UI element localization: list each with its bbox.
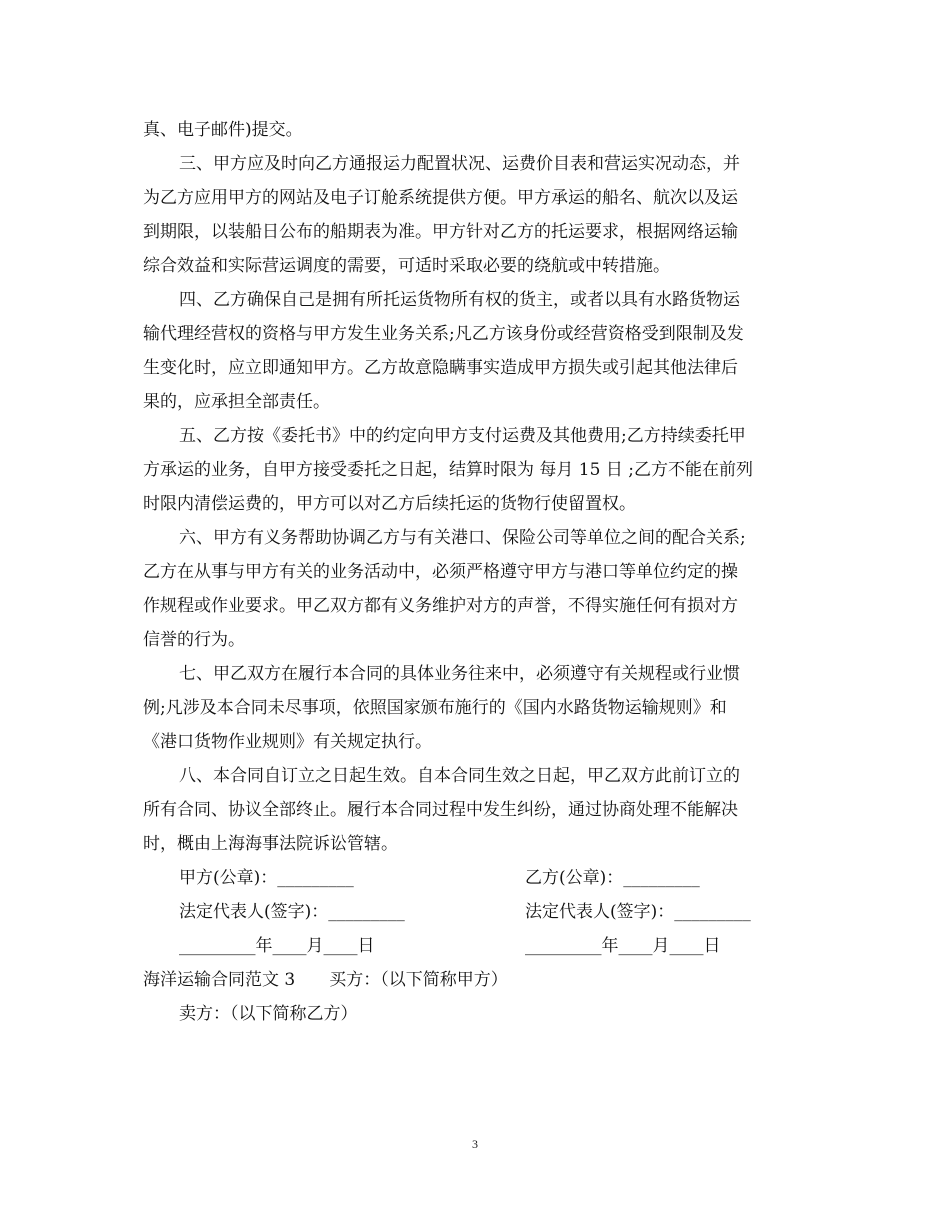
section-heading-line: 海洋运输合同范文 3 买方：（以下简称甲方） — [143, 970, 508, 990]
next-contract-heading — [143, 963, 808, 997]
text-line: 果的，应承担全部责任。 — [143, 392, 330, 412]
text-line: 六、甲方有义务帮助协调乙方与有关港口、保险公司等单位之间的配合关系; — [179, 528, 746, 548]
text-line: 为乙方应用甲方的网站及电子订舱系统提供方便。甲方承运的船名、航次以及运 — [143, 188, 738, 208]
party-a-seal-field: 甲方(公章)：_________ — [179, 868, 354, 888]
text-line: 信誉的行为。 — [143, 630, 245, 650]
party-b-date-field: _________年____月____日 — [525, 936, 721, 956]
party-b-seal-field: 乙方(公章)：_________ — [525, 868, 700, 888]
text-line: 八、本合同自订立之日起生效。自本合同生效之日起，甲乙双方此前订立的 — [179, 766, 740, 786]
clause-5 — [143, 419, 808, 521]
text-line: 乙方在从事与甲方有关的业务活动中，必须严格遵守甲方与港口等单位约定的操 — [143, 562, 738, 582]
clause-4 — [143, 283, 808, 419]
clause-7 — [143, 657, 808, 759]
party-a-date-field: _________年____月____日 — [179, 936, 375, 956]
clause-8 — [143, 759, 808, 861]
seller-line — [143, 997, 808, 1031]
seal-row — [143, 861, 808, 895]
page-number: 3 — [472, 1137, 478, 1151]
text-line: 综合效益和实际营运调度的需要，可适时采取必要的绕航或中转措施。 — [143, 256, 670, 276]
text-line: 真、电子邮件)提交。 — [143, 120, 303, 140]
date-row — [143, 929, 808, 963]
clause-3 — [143, 147, 808, 283]
document-body — [143, 113, 808, 1031]
text-line: 时，概由上海海事法院诉讼管辖。 — [143, 834, 398, 854]
clause-6 — [143, 521, 808, 657]
text-line: 三、甲方应及时向乙方通报运力配置状况、运费价目表和营运实况动态，并 — [179, 154, 740, 174]
paragraph-continuation — [143, 113, 808, 147]
text-line: 四、乙方确保自己是拥有所托运货物所有权的货主，或者以具有水路货物运 — [179, 290, 740, 310]
text-line: 输代理经营权的资格与甲方发生业务关系;凡乙方该身份或经营资格受到限制及发 — [143, 324, 744, 344]
signature-block — [143, 861, 808, 963]
party-b-representative-field: 法定代表人(签字)：_________ — [525, 902, 751, 922]
text-line: 方承运的业务，自甲方接受委托之日起，结算时限为 每月 15 日 ;乙方不能在前列 — [143, 460, 753, 480]
party-a-representative-field: 法定代表人(签字)：_________ — [179, 902, 405, 922]
text-line: 到期限，以装船日公布的船期表为准。甲方针对乙方的托运要求，根据网络运输 — [143, 222, 738, 242]
text-line: 《港口货物作业规则》有关规定执行。 — [143, 732, 432, 752]
text-line: 作规程或作业要求。甲乙双方都有义务维护对方的声誉，不得实施任何有损对方 — [143, 596, 738, 616]
text-line: 卖方：（以下简称乙方） — [179, 1004, 358, 1024]
text-line: 生变化时，应立即通知甲方。乙方故意隐瞒事实造成甲方损失或引起其他法律后 — [143, 358, 738, 378]
text-line: 时限内清偿运费的，甲方可以对乙方后续托运的货物行使留置权。 — [143, 494, 636, 514]
text-line: 七、甲乙双方在履行本合同的具体业务往来中，必须遵守有关规程或行业惯 — [179, 664, 740, 684]
text-line: 五、乙方按《委托书》中的约定向甲方支付运费及其他费用;乙方持续委托甲 — [179, 426, 746, 446]
text-line: 所有合同、协议全部终止。履行本合同过程中发生纠纷，通过协商处理不能解决 — [143, 800, 738, 820]
text-line: 例;凡涉及本合同未尽事项，依照国家颁布施行的《国内水路货物运输规则》和 — [143, 698, 727, 718]
representative-row — [143, 895, 808, 929]
